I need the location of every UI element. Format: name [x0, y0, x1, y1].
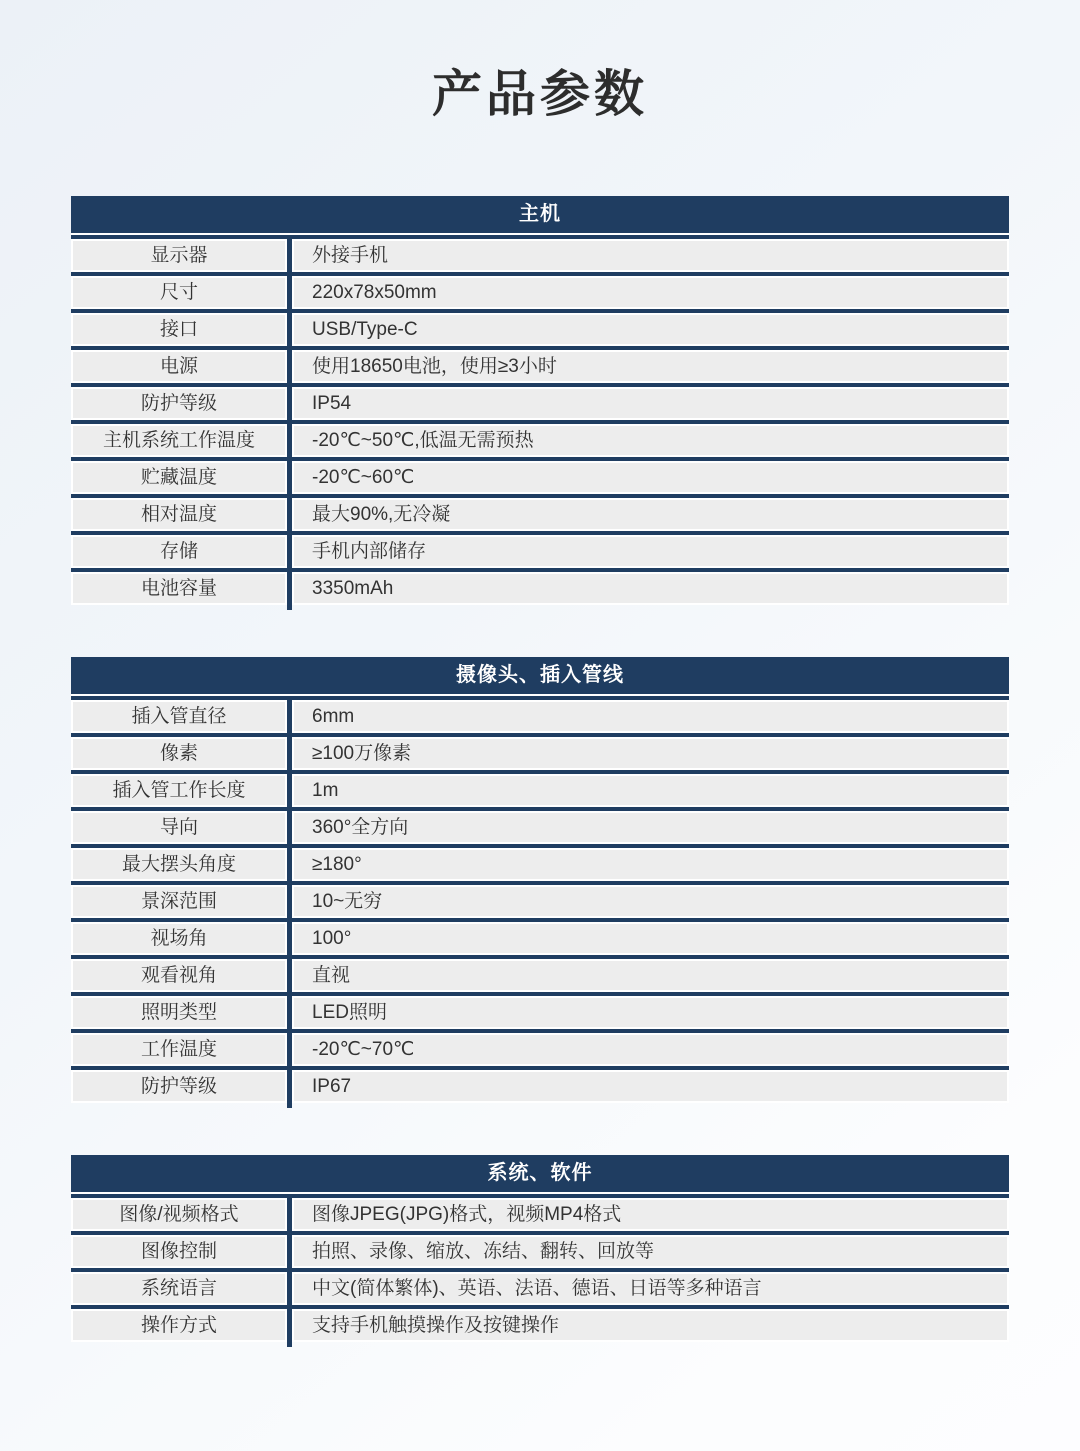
row-value: -20℃~50℃,低温无需预热: [292, 424, 1009, 457]
table-row: [71, 774, 1009, 807]
row-value: 拍照、录像、缩放、冻结、翻转、回放等: [292, 1235, 1009, 1268]
table-row: [71, 350, 1009, 383]
table-row: [71, 996, 1009, 1029]
row-label: 景深范围: [71, 885, 287, 918]
row-label: 照明类型: [71, 996, 287, 1029]
table-row: [71, 885, 1009, 918]
row-label: 图像/视频格式: [71, 1198, 287, 1231]
row-value: -20℃~70℃: [292, 1033, 1009, 1066]
table-row: [71, 1309, 1009, 1342]
row-label: 图像控制: [71, 1235, 287, 1268]
table-header: 主机: [71, 196, 1009, 233]
row-value: 支持手机触摸操作及按键操作: [292, 1309, 1009, 1342]
row-value: -20℃~60℃: [292, 461, 1009, 494]
row-label: 观看视角: [71, 959, 287, 992]
table-row: [71, 737, 1009, 770]
table-row: [71, 572, 1009, 605]
row-label: 存储: [71, 535, 287, 568]
row-label: 插入管直径: [71, 700, 287, 733]
table-row: [71, 1272, 1009, 1305]
table-row: [71, 1070, 1009, 1103]
table-row: [71, 700, 1009, 733]
table-row: [71, 811, 1009, 844]
row-label: 尺寸: [71, 276, 287, 309]
table-row: [71, 1198, 1009, 1231]
row-value: 手机内部储存: [292, 535, 1009, 568]
table-row: [71, 239, 1009, 272]
row-value: 1m: [292, 774, 1009, 807]
row-label: 电池容量: [71, 572, 287, 605]
table-row: [71, 922, 1009, 955]
table-body: [71, 233, 1009, 605]
spec-table: [71, 196, 1009, 605]
row-value: IP54: [292, 387, 1009, 420]
row-value: IP67: [292, 1070, 1009, 1103]
spec-table: [71, 657, 1009, 1103]
row-label: 操作方式: [71, 1309, 287, 1342]
row-value: 直视: [292, 959, 1009, 992]
spec-table: [71, 1155, 1009, 1342]
table-row: [71, 313, 1009, 346]
row-label: 防护等级: [71, 1070, 287, 1103]
row-value: 中文(简体繁体)、英语、法语、德语、日语等多种语言: [292, 1272, 1009, 1305]
row-label: 系统语言: [71, 1272, 287, 1305]
row-label: 防护等级: [71, 387, 287, 420]
table-header: 摄像头、插入管线: [71, 657, 1009, 694]
table-header: 系统、软件: [71, 1155, 1009, 1192]
table-row: [71, 461, 1009, 494]
page-title: 产品参数: [432, 66, 648, 122]
table-row: [71, 959, 1009, 992]
row-value: 220x78x50mm: [292, 276, 1009, 309]
row-label: 最大摆头角度: [71, 848, 287, 881]
row-value: USB/Type-C: [292, 313, 1009, 346]
row-value: 360°全方向: [292, 811, 1009, 844]
row-label: 主机系统工作温度: [71, 424, 287, 457]
row-value: LED照明: [292, 996, 1009, 1029]
row-value: 3350mAh: [292, 572, 1009, 605]
table-body: [71, 694, 1009, 1103]
table-row: [71, 1235, 1009, 1268]
row-value: 100°: [292, 922, 1009, 955]
table-row: [71, 276, 1009, 309]
table-body: [71, 1192, 1009, 1342]
row-label: 像素: [71, 737, 287, 770]
row-label: 接口: [71, 313, 287, 346]
row-label: 工作温度: [71, 1033, 287, 1066]
spec-tables: [71, 196, 1009, 1342]
row-label: 视场角: [71, 922, 287, 955]
table-row: [71, 387, 1009, 420]
row-value: 10~无穷: [292, 885, 1009, 918]
table-row: [71, 535, 1009, 568]
row-value: 6mm: [292, 700, 1009, 733]
row-label: 电源: [71, 350, 287, 383]
row-value: 最大90%,无冷凝: [292, 498, 1009, 531]
table-row: [71, 848, 1009, 881]
row-value: ≥180°: [292, 848, 1009, 881]
row-label: 显示器: [71, 239, 287, 272]
table-row: [71, 1033, 1009, 1066]
row-value: 使用18650电池，使用≥3小时: [292, 350, 1009, 383]
table-row: [71, 498, 1009, 531]
row-label: 插入管工作长度: [71, 774, 287, 807]
row-label: 相对温度: [71, 498, 287, 531]
row-label: 导向: [71, 811, 287, 844]
table-row: [71, 424, 1009, 457]
row-value: ≥100万像素: [292, 737, 1009, 770]
row-value: 外接手机: [292, 239, 1009, 272]
row-label: 贮藏温度: [71, 461, 287, 494]
row-value: 图像JPEG(JPG)格式，视频MP4格式: [292, 1198, 1009, 1231]
